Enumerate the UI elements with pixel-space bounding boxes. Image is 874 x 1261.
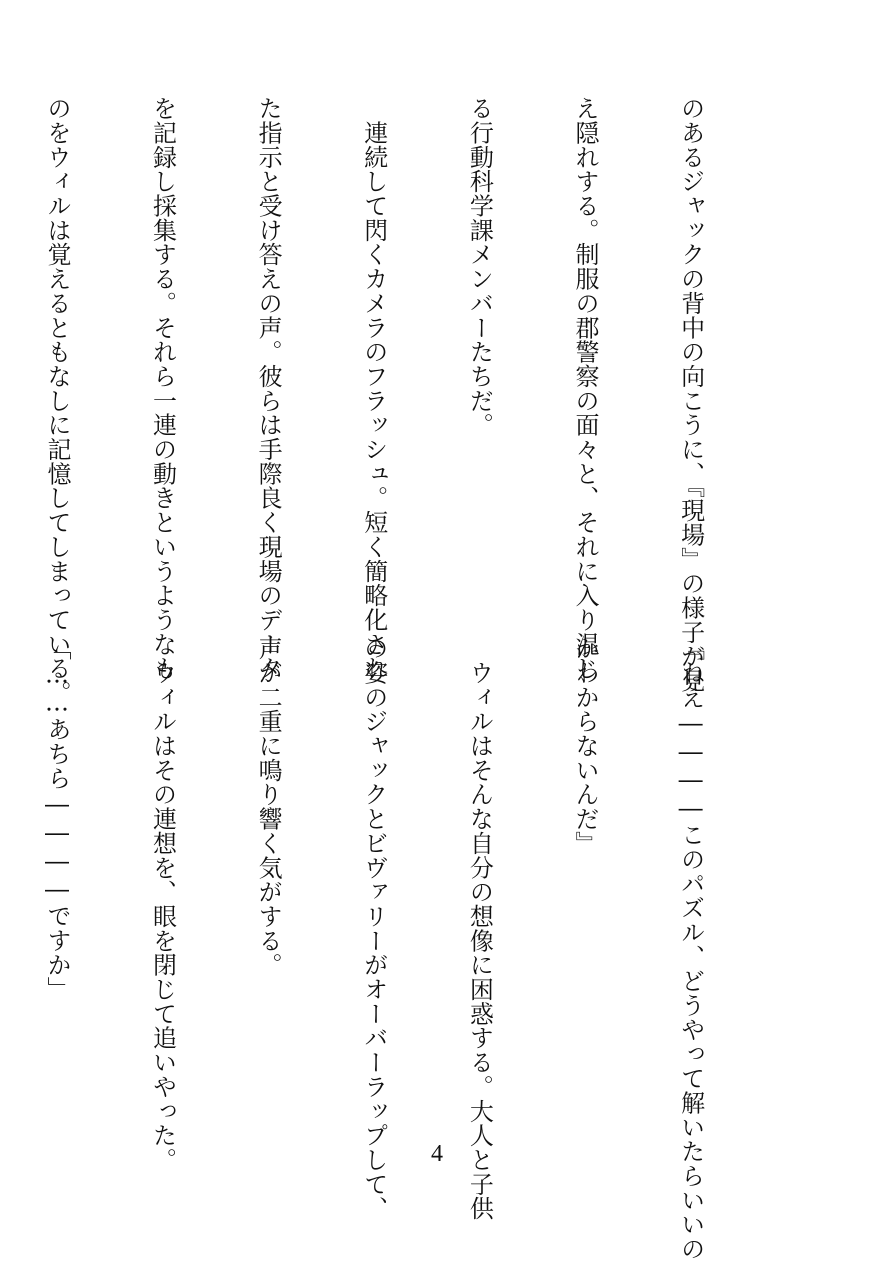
- text-line: え隠れする。制服の郡警察の面々と、それに入り混じ: [570, 96, 599, 681]
- text-line: 『ねえ――――このパズル、どうやって解いたらいいの: [676, 636, 705, 1261]
- page-number: 4: [431, 1141, 443, 1167]
- text-line: ウィルはそんな自分の想像に困惑する。大人と子供: [465, 636, 494, 1221]
- text-block-lower: [42, 636, 778, 1261]
- text-line: る行動科学課メンバーたちだ。: [465, 96, 494, 437]
- text-block-upper: [42, 96, 778, 705]
- text-line: 「……あちら――――ですか」: [42, 636, 71, 1001]
- text-line: 連続して閃くカメラのフラッシュ。短く簡略化され: [359, 96, 388, 681]
- text-line: のをウィルは覚えるともなしに記憶してしまっている。: [42, 96, 71, 705]
- text-line: の姿のジャックとビヴァリーがオーバーラップして、: [359, 636, 388, 1221]
- text-line: を記録し採集する。それら一連の動きというようなも: [148, 96, 177, 681]
- text-line: た指示と受け答えの声。彼らは手際良く現場のデータ: [254, 96, 283, 681]
- text-line: のあるジャックの背中の向こうに、『現場』の様子が見: [676, 96, 705, 693]
- text-line: かわからないんだ』: [570, 636, 599, 856]
- text-line: 声が二重に鳴り響く気がする。: [254, 636, 283, 977]
- text-line: ウィルはその連想を、眼を閉じて追いやった。: [148, 636, 177, 1172]
